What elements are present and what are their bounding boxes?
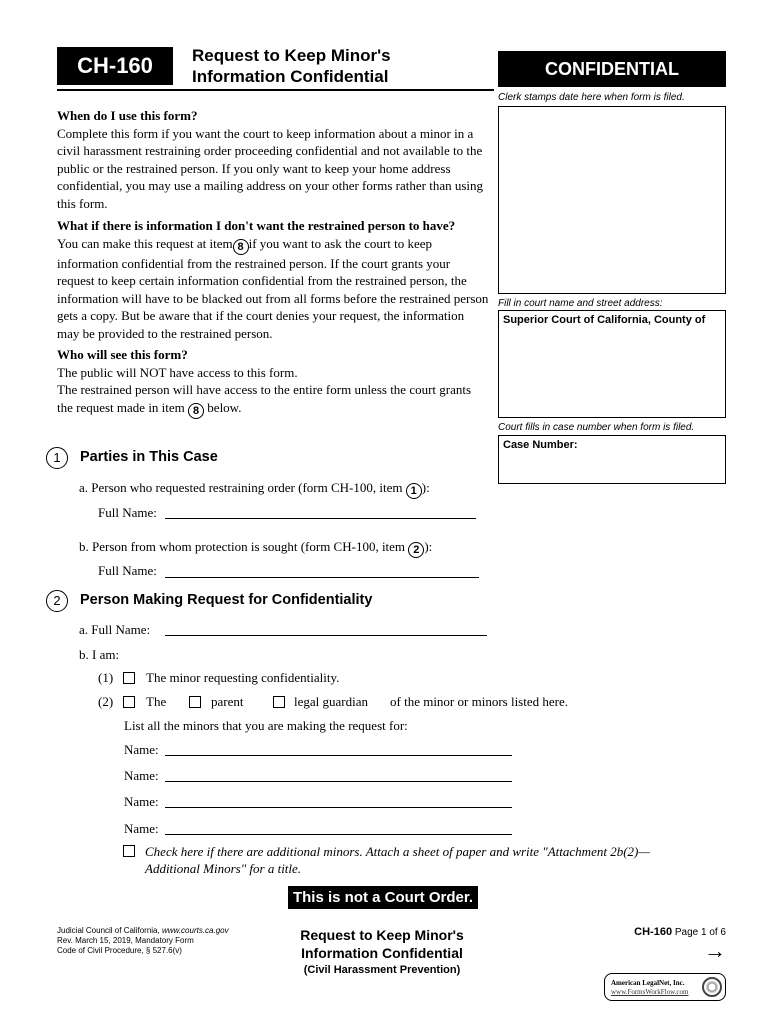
minor-name-label: Name: xyxy=(124,794,159,809)
q3-title: Who will see this form? xyxy=(57,347,188,362)
item-1-marker: 1 xyxy=(406,483,422,499)
form-title-line1: Request to Keep Minor's xyxy=(192,46,391,65)
item-2-marker: 2 xyxy=(408,542,424,558)
option-2-guardian: legal guardian xyxy=(294,694,368,709)
court-name-caption: Fill in court name and street address: xyxy=(498,298,663,309)
the-checkbox[interactable] xyxy=(123,696,135,708)
option-2-the: The xyxy=(146,694,167,709)
option-1-number: (1) xyxy=(98,670,114,685)
footer-form-id: CH-160 xyxy=(634,926,673,938)
section-2b-label: b. I am: xyxy=(79,647,120,662)
court-name-box[interactable] xyxy=(498,310,726,418)
section-2-number: 2 xyxy=(46,590,68,612)
option-2-parent: parent xyxy=(211,694,244,709)
respondent-name-field[interactable] xyxy=(165,577,479,578)
not-court-order-banner: This is not a Court Order. xyxy=(288,886,478,909)
q2-title: What if there is information I don't want the restrained person to have? xyxy=(57,218,456,233)
case-number-caption: Court fills in case number when form is filed. xyxy=(498,422,695,433)
minor-name-field[interactable] xyxy=(165,834,512,835)
section-2-title: Person Making Request for Confidentiality xyxy=(80,592,373,608)
minor-name-label: Name: xyxy=(124,742,159,757)
page-indicator xyxy=(560,926,726,962)
case-number-label: Case Number: xyxy=(503,439,578,451)
section-1b-text: b. Person from whom protection is sought (form CH-100, item 2 ): xyxy=(79,539,433,556)
section-1a-text: a. Person who requested restraining order (form CH-100, item 1 ): xyxy=(79,480,430,497)
instructions-restrained xyxy=(57,217,489,342)
q3-line1: The public will NOT have access to this form. xyxy=(57,364,298,380)
section-1-number: 1 xyxy=(46,447,68,469)
item-8-marker: 8 xyxy=(233,239,249,255)
additional-minors-text: Check here if there are additional minors. Attach a sheet of paper and write "Attachment 2b(2)— Additional Minors" for a title. xyxy=(145,844,650,876)
minor-name-field[interactable] xyxy=(165,755,512,756)
globe-icon xyxy=(702,977,722,997)
section-2a-label: a. Full Name: xyxy=(79,622,151,637)
requester-name-field[interactable] xyxy=(165,635,487,636)
q1-body: Complete this form if you want the court to keep information about a minor in a civil harassment restraining order proceeding confidential and not available to the public or the restrained person. If you only want to keep your home address confidential, you may use a mailing address on your other forms rather than using this form. xyxy=(57,125,484,211)
instructions-who xyxy=(57,346,489,419)
option-2-number: (2) xyxy=(98,694,114,709)
courts-link[interactable]: www.courts.ca.gov xyxy=(161,926,229,935)
footer-title: Request to Keep Minor's Information Confidential (Civil Harassment Prevention) xyxy=(300,927,464,976)
q1-title: When do I use this form? xyxy=(57,108,198,123)
header-rule xyxy=(57,89,494,91)
option-1-text: The minor requesting confidentiality. xyxy=(146,670,340,685)
next-page-arrow-icon[interactable]: → xyxy=(704,938,726,963)
petitioner-name-field[interactable] xyxy=(165,518,476,519)
legal-guardian-checkbox[interactable] xyxy=(273,696,285,708)
case-number-box[interactable] xyxy=(498,435,726,484)
form-title xyxy=(192,45,391,87)
court-name-label: Superior Court of California, County of xyxy=(503,314,706,326)
clerk-stamp-box xyxy=(498,106,726,294)
minor-name-label: Name: xyxy=(124,768,159,783)
form-id-badge: CH-160 xyxy=(57,47,173,85)
minors-list-intro: List all the minors that you are making the request for: xyxy=(124,718,408,733)
minor-name-label: Name: xyxy=(124,821,159,836)
minor-name-field[interactable] xyxy=(165,807,512,808)
q2-pre: You can make this request at item xyxy=(57,235,233,251)
section-1a-label: Full Name: xyxy=(98,505,157,520)
american-legalnet-logo[interactable]: American LegalNet, Inc. www.FormsWorkFlow.com xyxy=(604,973,726,1001)
section-1-title: Parties in This Case xyxy=(80,449,218,465)
q3-line2-post: below. xyxy=(207,399,242,415)
option-2-tail: of the minor or minors listed here. xyxy=(390,694,568,709)
confidential-banner: CONFIDENTIAL xyxy=(498,51,726,87)
minor-name-field[interactable] xyxy=(165,781,512,782)
page-number: Page 1 of 6 xyxy=(674,927,726,938)
q2-post: if you want to ask the court to keep information confidential from the restrained person. If the court grants your request to keep certain information confidential from the restrained person, the information will have to be blacked out from all forms before the restrained person gets a copy. But be aware that if the court denies your request, the information may be provided to the restrained person. xyxy=(57,235,489,341)
minor-checkbox[interactable] xyxy=(123,672,135,684)
q3-line2-pre: The restrained person will have access to the entire form unless the court grants the request made in item xyxy=(57,382,472,415)
item-8-marker: 8 xyxy=(188,403,204,419)
parent-checkbox[interactable] xyxy=(189,696,201,708)
additional-minors-checkbox[interactable] xyxy=(123,845,135,857)
form-title-line2: Information Confidential xyxy=(192,67,389,86)
footer-left: Judicial Council of California, www.courts.ca.gov Rev. March 15, 2019, Mandatory Form Code of Civil Procedure, § 527.6(v) xyxy=(57,926,229,955)
section-1b-label: Full Name: xyxy=(98,563,157,578)
instructions-when xyxy=(57,107,489,212)
clerk-stamp-caption: Clerk stamps date here when form is filed. xyxy=(498,92,685,103)
